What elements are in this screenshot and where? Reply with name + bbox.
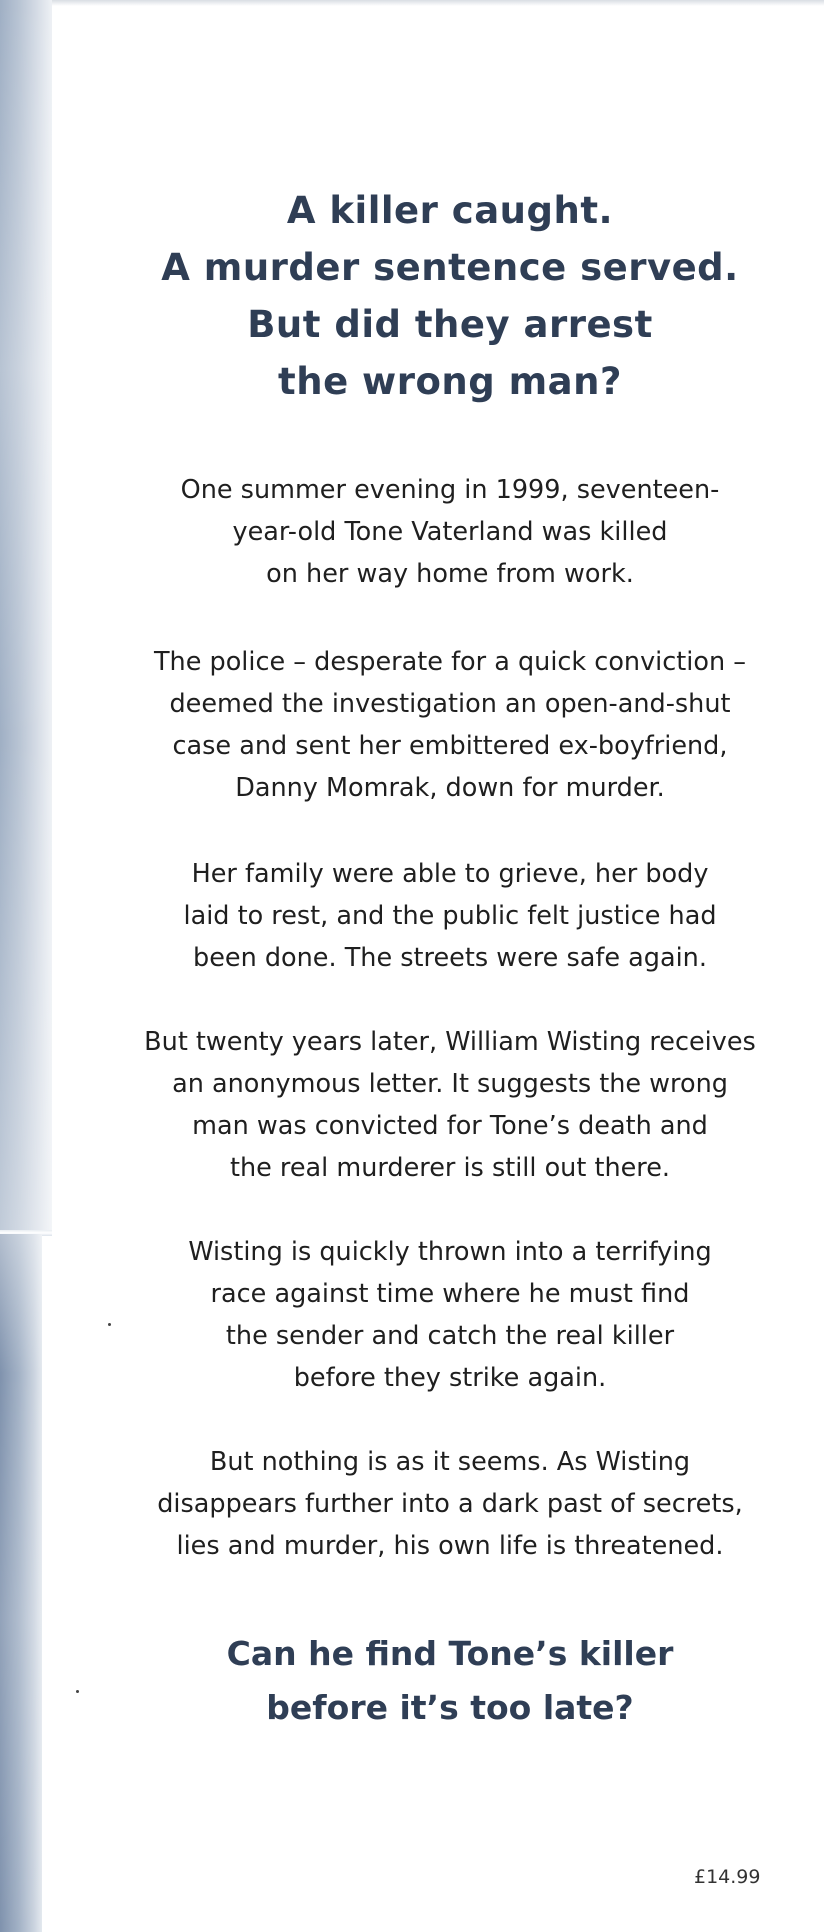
blurb-paragraph [130, 1231, 770, 1399]
blurb-paragraph [130, 641, 770, 809]
headline-line: A killer caught. [286, 189, 614, 232]
blurb-line: Her family were able to grieve, her body [191, 859, 709, 889]
blurb-line: an anonymous letter. It suggests the wrong [172, 1069, 728, 1099]
headline [130, 182, 770, 410]
blurb-line: before they strike again. [293, 1363, 607, 1393]
closing-line: Can he find Tone’s killer [226, 1634, 674, 1673]
headline-line: A murder sentence served. [161, 246, 739, 289]
price-label: £14.99 [694, 1866, 761, 1888]
headline-line: the wrong man? [278, 360, 622, 403]
print-speck [76, 1690, 79, 1693]
blurb-line: disappears further into a dark past of secrets, [157, 1489, 743, 1519]
closing-line: before it’s too late? [266, 1688, 634, 1727]
blurb-line: lies and murder, his own life is threatened. [176, 1531, 724, 1561]
blurb-line: The police – desperate for a quick conviction – [153, 647, 746, 677]
print-speck [108, 1323, 111, 1326]
blurb-paragraph [130, 1441, 770, 1567]
blurb-line: But nothing is as it seems. As Wisting [209, 1447, 691, 1477]
blurb-line: laid to rest, and the public felt justice had [183, 901, 717, 931]
blurb-line: man was convicted for Tone’s death and [192, 1111, 708, 1141]
headline-line: But did they arrest [247, 303, 653, 346]
blurb-line: Wisting is quickly thrown into a terrifying [188, 1237, 712, 1267]
blurb-line: Danny Momrak, down for murder. [235, 773, 665, 803]
blurb-line: year-old Tone Vaterland was killed [232, 517, 668, 547]
blurb-line: race against time where he must find [210, 1279, 690, 1309]
blurb-line: the sender and catch the real killer [225, 1321, 675, 1351]
blurb-paragraph [130, 469, 770, 595]
page-top-edge [0, 0, 824, 6]
blurb-line: on her way home from work. [266, 559, 634, 589]
blurb-paragraph [130, 853, 770, 979]
blurb-line: deemed the investigation an open-and-shut [169, 689, 731, 719]
blurb-line: case and sent her embittered ex-boyfriend, [172, 731, 728, 761]
blurb-paragraph [130, 1021, 770, 1189]
blurb-line: One summer evening in 1999, seventeen- [180, 475, 720, 505]
cover-spine-upper [0, 0, 52, 1232]
closing-tagline [130, 1627, 770, 1735]
blurb-line: But twenty years later, William Wisting receives [144, 1027, 756, 1057]
blurb-line: been done. The streets were safe again. [193, 943, 707, 973]
cover-spine-lower [0, 1234, 42, 1932]
blurb-line: the real murderer is still out there. [229, 1153, 671, 1183]
